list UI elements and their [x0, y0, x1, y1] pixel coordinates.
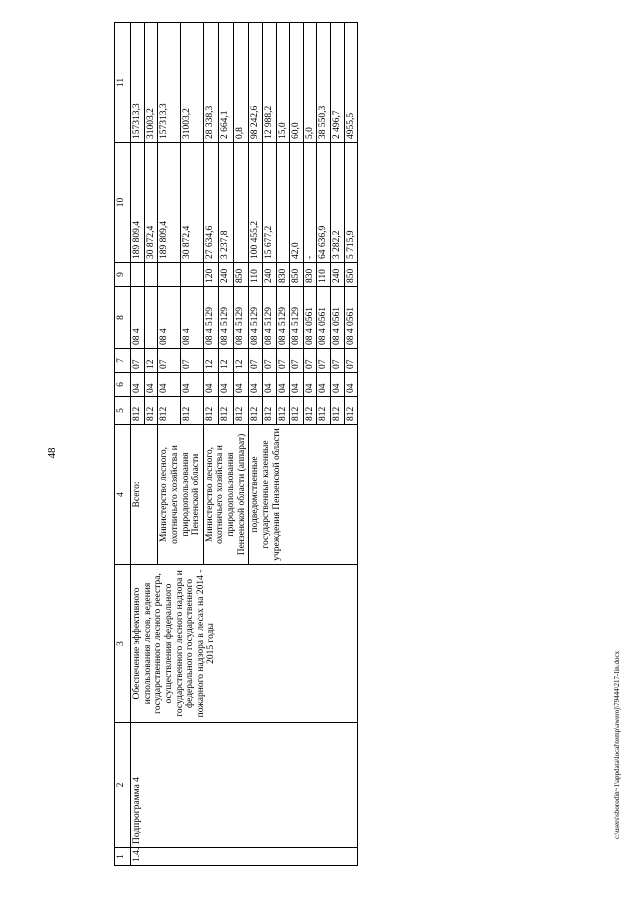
subsection-cell: 07 — [276, 349, 290, 373]
amount-2014-cell: 3 282,2 — [331, 143, 345, 263]
executor-cell: Министерство лесного, охотничьего хозяйства и природопользования Пензенской области (аппарат) — [203, 425, 249, 565]
target-article-cell: 08 4 5129 — [290, 287, 304, 349]
section-cell: 04 — [181, 373, 204, 397]
code-cell: 812 — [249, 397, 263, 425]
subsection-cell: 07 — [131, 349, 145, 373]
expense-type-cell: 830 — [276, 263, 290, 287]
row-number-cell: 1.4. — [131, 848, 358, 866]
amount-2014-cell: 30 872,4 — [181, 143, 204, 263]
column-number: 3 — [115, 565, 131, 723]
section-cell: 04 — [131, 373, 145, 397]
code-cell: 812 — [344, 397, 358, 425]
column-number: 10 — [115, 143, 131, 263]
subsection-cell: 07 — [344, 349, 358, 373]
file-path-footer: c:\users\sborodin~1\appdata\local\temp\aweroj\79444\217-lin.docx — [613, 650, 621, 840]
amount-2014-cell: 27 634,6 — [203, 143, 218, 263]
section-cell: 04 — [276, 373, 290, 397]
target-article-cell: 08 4 5129 — [218, 287, 233, 349]
expense-type-cell: 110 — [317, 263, 331, 287]
column-number: 1 — [115, 848, 131, 866]
section-cell: 04 — [317, 373, 331, 397]
amount-2014-cell: 42,0 — [290, 143, 304, 263]
target-article-cell: 08 4 — [158, 287, 181, 349]
executor-cell: подведомственные государственные казенные учреждения Пензенской области — [249, 425, 358, 565]
amount-2014-cell: 15 677,2 — [262, 143, 276, 263]
code-cell: 812 — [181, 397, 204, 425]
subsection-cell: 07 — [262, 349, 276, 373]
subsection-cell: 07 — [249, 349, 263, 373]
amount-2015-cell: 31003,2 — [181, 23, 204, 143]
subsection-cell: 07 — [290, 349, 304, 373]
code-cell: 812 — [276, 397, 290, 425]
amount-2015-cell: 28 338,3 — [203, 23, 218, 143]
subsection-cell: 07 — [317, 349, 331, 373]
amount-2014-cell: 64 636,9 — [317, 143, 331, 263]
amount-2014-cell: - — [303, 143, 317, 263]
table-container — [114, 23, 396, 866]
target-article-cell: 08 4 5129 — [262, 287, 276, 349]
expense-type-cell: 240 — [331, 263, 345, 287]
expense-type-cell — [181, 263, 204, 287]
section-cell: 04 — [158, 373, 181, 397]
amount-2015-cell: 2 664,1 — [218, 23, 233, 143]
target-article-cell: 08 4 5129 — [234, 287, 249, 349]
table-row — [131, 23, 145, 866]
subsection-cell: 07 — [158, 349, 181, 373]
subsection-cell: 07 — [331, 349, 345, 373]
target-article-cell: 08 4 5129 — [276, 287, 290, 349]
amount-2014-cell: 189 809,4 — [131, 143, 145, 263]
code-cell: 812 — [203, 397, 218, 425]
expense-type-cell: 850 — [234, 263, 249, 287]
amount-2015-cell: 157313,3 — [131, 23, 145, 143]
code-cell: 812 — [317, 397, 331, 425]
amount-2014-cell: 3 237,8 — [218, 143, 233, 263]
expense-type-cell: 850 — [344, 263, 358, 287]
amount-2015-cell: 0,8 — [234, 23, 249, 143]
subsection-cell: 12 — [203, 349, 218, 373]
section-cell: 04 — [344, 373, 358, 397]
section-cell: 04 — [303, 373, 317, 397]
table-body — [115, 23, 358, 866]
amount-2014-cell — [234, 143, 249, 263]
code-cell: 812 — [218, 397, 233, 425]
column-number: 7 — [115, 349, 131, 373]
code-cell: 812 — [234, 397, 249, 425]
column-number: 4 — [115, 425, 131, 565]
expense-type-cell: 110 — [249, 263, 263, 287]
code-cell: 812 — [144, 397, 158, 425]
header-row — [115, 23, 131, 866]
page-number: 48 — [46, 447, 58, 459]
target-article-cell: 08 4 0561 — [331, 287, 345, 349]
executor-cell: Министерство лесного, охотничьего хозяйства и природопользования Пензенской области — [158, 425, 204, 565]
subsection-cell: 07 — [181, 349, 204, 373]
amount-2015-cell: 4955,5 — [344, 23, 358, 143]
target-article-cell: 08 4 5129 — [203, 287, 218, 349]
section-cell: 04 — [262, 373, 276, 397]
target-article-cell: 08 4 — [181, 287, 204, 349]
amount-2015-cell: 157313,3 — [158, 23, 181, 143]
amount-2015-cell: 31003,2 — [144, 23, 158, 143]
code-cell: 812 — [290, 397, 304, 425]
budget-table — [114, 22, 358, 866]
expense-type-cell: 240 — [218, 263, 233, 287]
target-article-cell: 08 4 0561 — [303, 287, 317, 349]
amount-2014-cell — [276, 143, 290, 263]
section-cell: 04 — [218, 373, 233, 397]
amount-2015-cell: 60,0 — [290, 23, 304, 143]
subprogram-cell: Подпрограмма 4 — [131, 723, 358, 848]
expense-type-cell: 120 — [203, 263, 218, 287]
amount-2015-cell: 15,0 — [276, 23, 290, 143]
subsection-cell: 07 — [303, 349, 317, 373]
column-number: 2 — [115, 723, 131, 848]
executor-cell: Всего: — [131, 425, 158, 565]
expense-type-cell: 240 — [262, 263, 276, 287]
code-cell: 812 — [262, 397, 276, 425]
section-cell: 04 — [331, 373, 345, 397]
subsection-cell: 12 — [144, 349, 158, 373]
section-cell: 04 — [290, 373, 304, 397]
subsection-cell: 12 — [234, 349, 249, 373]
column-number: 8 — [115, 287, 131, 349]
column-number: 6 — [115, 373, 131, 397]
amount-2015-cell: 2 496,7 — [331, 23, 345, 143]
section-cell: 04 — [203, 373, 218, 397]
amount-2015-cell: 38 550,3 — [317, 23, 331, 143]
target-article-cell: 08 4 5129 — [249, 287, 263, 349]
code-cell: 812 — [303, 397, 317, 425]
amount-2014-cell: 5 715,9 — [344, 143, 358, 263]
column-number: 5 — [115, 397, 131, 425]
amount-2014-cell: 30 872,4 — [144, 143, 158, 263]
column-number: 9 — [115, 263, 131, 287]
expense-type-cell: 850 — [290, 263, 304, 287]
section-cell: 04 — [144, 373, 158, 397]
amount-2015-cell: 12 988,2 — [262, 23, 276, 143]
section-cell: 04 — [234, 373, 249, 397]
column-number: 11 — [115, 23, 131, 143]
code-cell: 812 — [131, 397, 145, 425]
target-article-cell: 08 4 0561 — [344, 287, 358, 349]
amount-2015-cell: 98 242,6 — [249, 23, 263, 143]
target-article-cell: 08 4 — [131, 287, 145, 349]
code-cell: 812 — [158, 397, 181, 425]
description-cell: Обеспечение эффективного использования лесов, ведения государственного лесного реестра, осуществления федерального государственного лесного надзора и федерального государственного пожарного надзора в лесах на 2014 - 2015 годы — [131, 565, 358, 723]
expense-type-cell — [158, 263, 181, 287]
target-article-cell: 08 4 0561 — [317, 287, 331, 349]
section-cell: 04 — [249, 373, 263, 397]
amount-2015-cell: 5,0 — [303, 23, 317, 143]
amount-2014-cell: 100 455,2 — [249, 143, 263, 263]
expense-type-cell: 830 — [303, 263, 317, 287]
expense-type-cell — [131, 263, 145, 287]
target-article-cell — [144, 287, 158, 349]
amount-2014-cell: 189 809,4 — [158, 143, 181, 263]
expense-type-cell — [144, 263, 158, 287]
subsection-cell: 12 — [218, 349, 233, 373]
code-cell: 812 — [331, 397, 345, 425]
